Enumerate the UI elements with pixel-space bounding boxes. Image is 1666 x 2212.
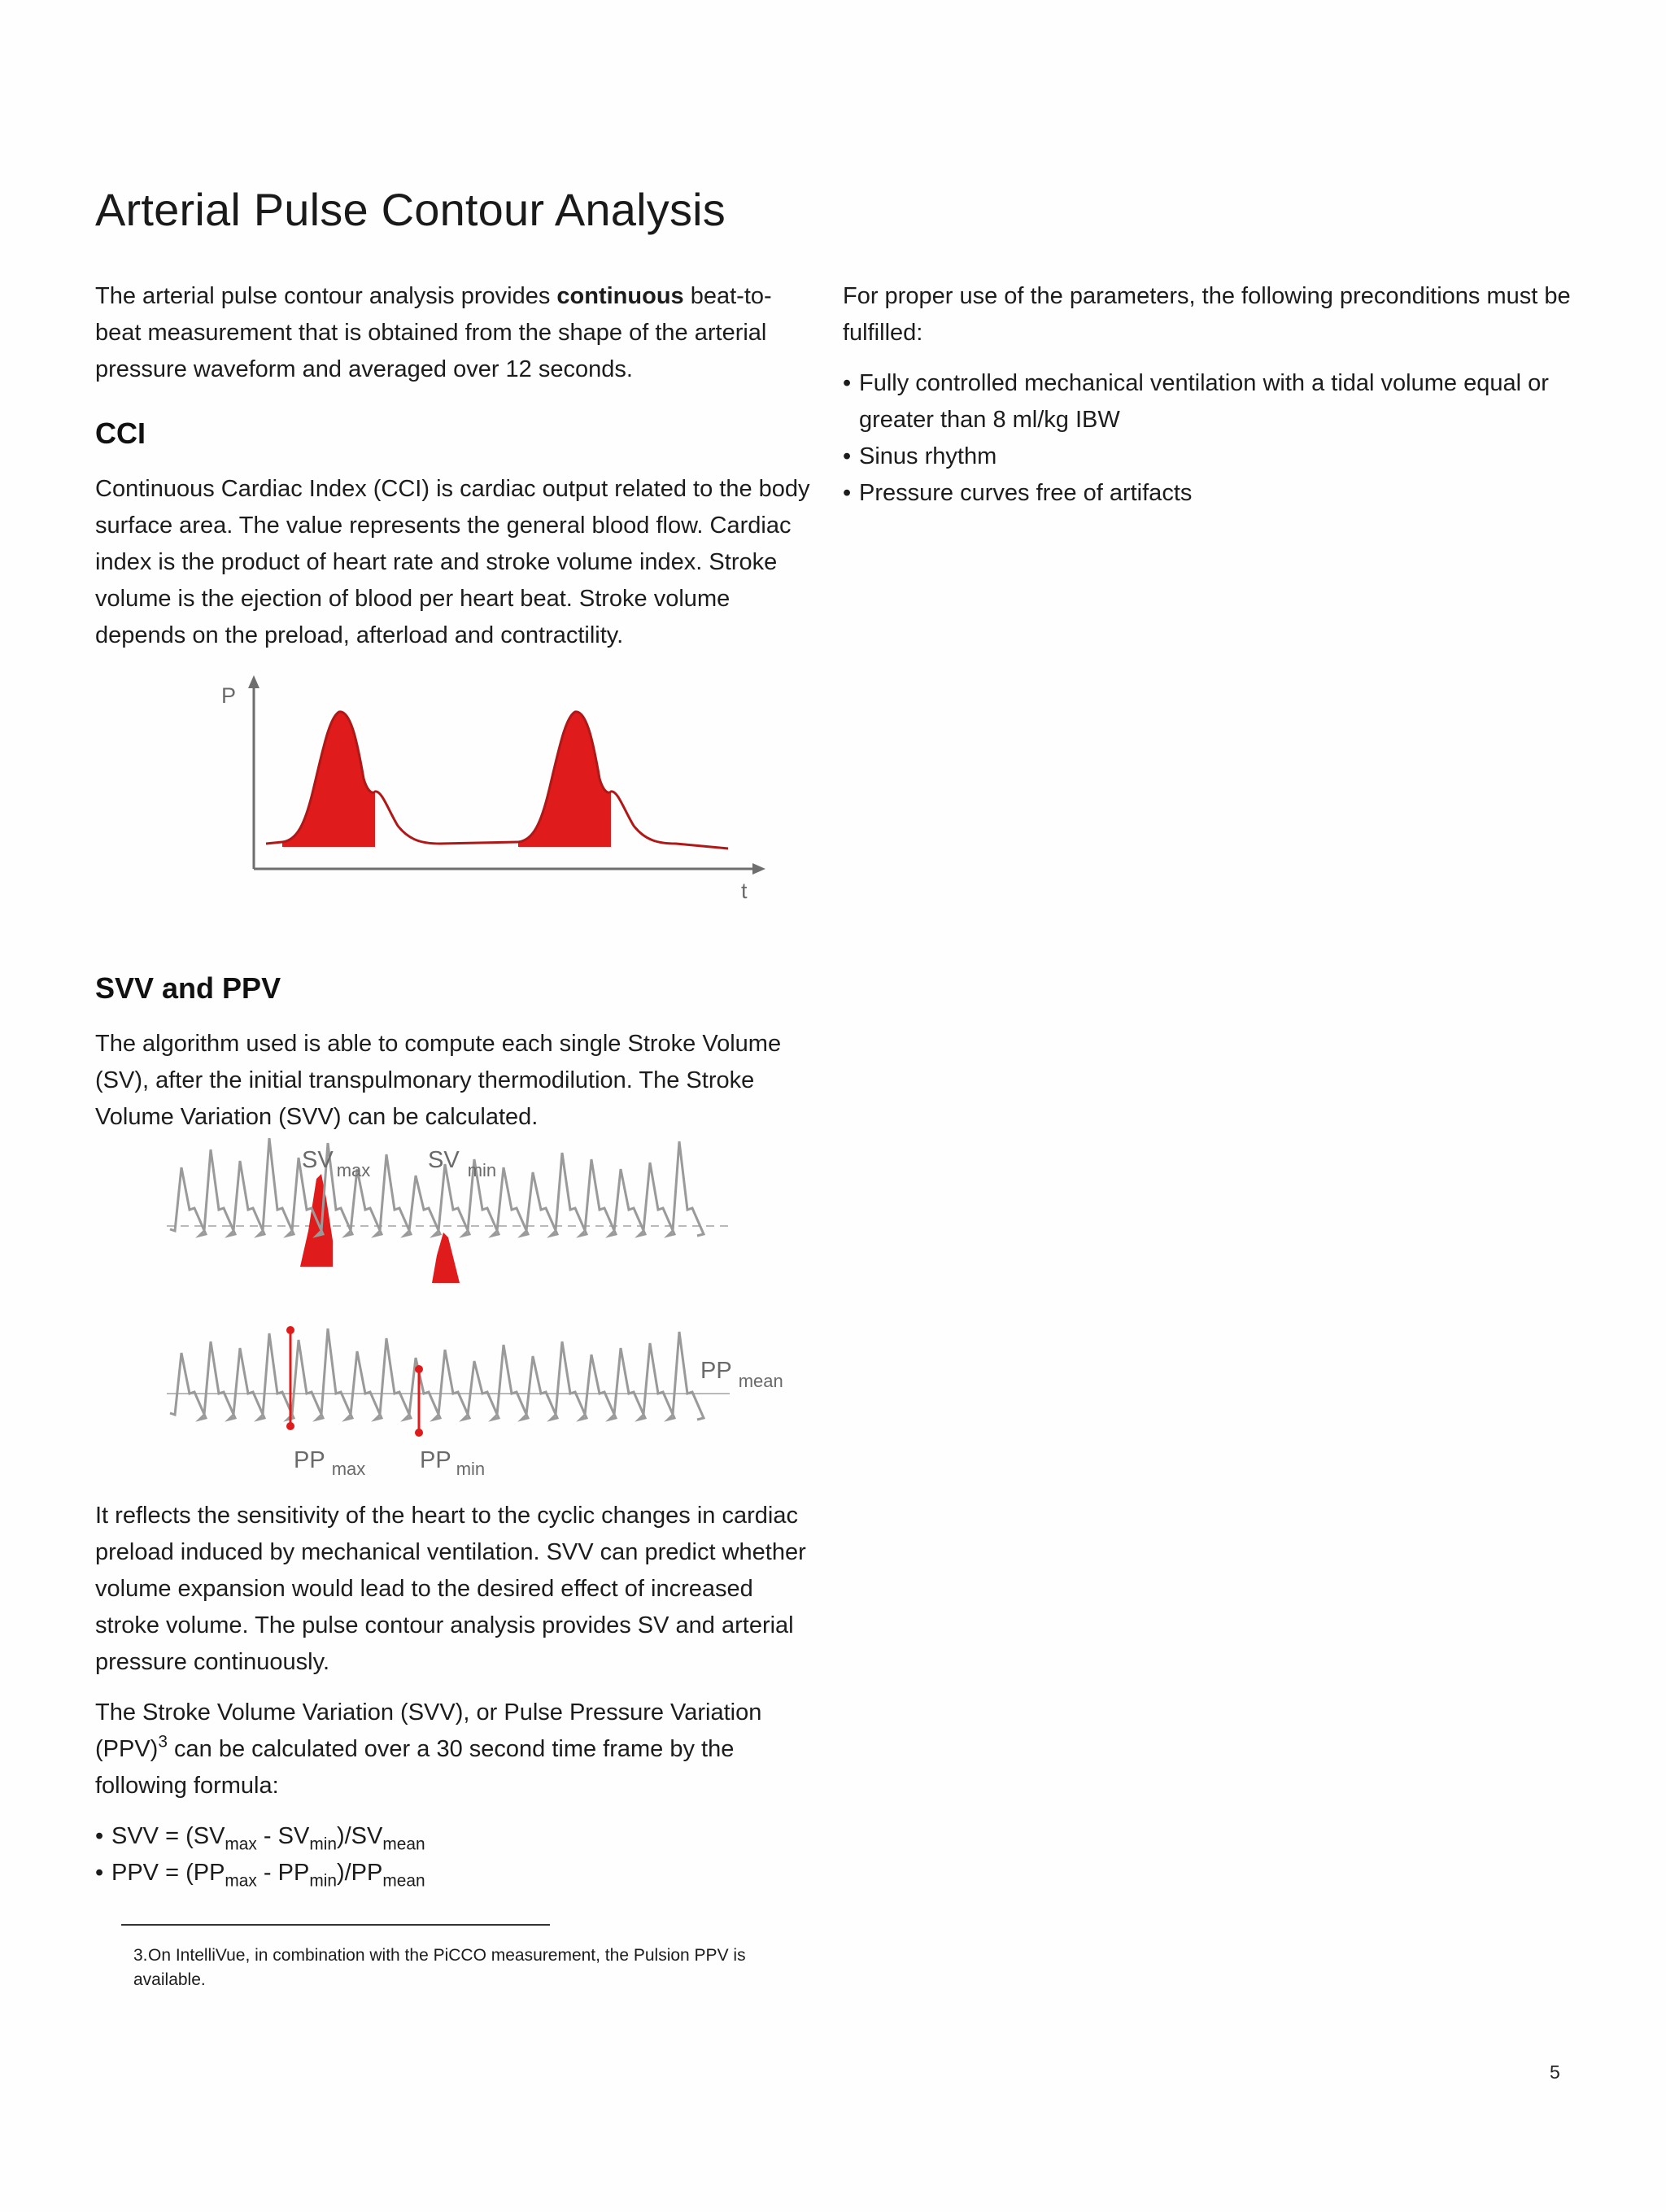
pp-waveform [170,1329,704,1420]
y-axis-label: P [221,683,237,708]
svv-heading: SVV and PPV [95,971,281,1005]
pp-min-marker-top [415,1365,423,1373]
svv-paragraph-3-end: can be calculated over a 30 second time frame by the following formula: [95,1736,735,1799]
pp-mean-label-sub: mean [738,1371,783,1391]
precondition-item: • Fully controlled mechanical ventilation with a tidal volume equal or greater than 8 ml/kg IBW [843,365,1575,438]
sv-min-label [428,1147,496,1180]
pp-min-label [420,1447,485,1479]
svv-ppv-figure [160,1147,783,1479]
precondition-item: • Pressure curves free of artifacts [843,475,1575,512]
pp-min-label-main: PP [420,1447,451,1473]
x-axis-label: t [741,879,748,903]
page-title: Arterial Pulse Contour Analysis [95,184,726,235]
footnote-divider [121,1924,550,1926]
intro-text-start: The arterial pulse contour analysis provides [95,283,557,309]
cci-heading: CCI [95,417,146,450]
preconditions-intro: For proper use of the parameters, the following preconditions must be fulfilled: [843,283,1571,346]
pp-mean-label [700,1358,783,1391]
pressure-axis-arrow [248,675,259,688]
pp-min-marker-bottom [415,1429,423,1437]
bullet: • [95,1823,104,1849]
svv-paragraph-3 [95,1695,818,1804]
svv-paragraph-2: It reflects the sensitivity of the heart to the cyclic changes in cardiac preload induced by mechanical ventilation. SVV can predict whether volume expansion would lead to the desired effect of increased stroke volume. The pulse contour analysis provides SV and arterial pressure continuously. [95,1503,806,1675]
pp-max-label-sub: max [331,1459,366,1479]
pp-max-label [294,1447,365,1479]
bullet: • [843,370,852,396]
pp-max-marker-top [286,1326,294,1334]
intro-bold-word: continuous [556,283,684,309]
page-number: 5 [1550,2061,1560,2083]
sv-min-label-sub: min [467,1160,497,1180]
footnote-ref: 3 [158,1732,168,1752]
bullet: • [843,480,852,506]
cci-paragraph: Continuous Cardiac Index (CCI) is cardiac output related to the body surface area. The value represents the general blood flow. Cardiac index is the product of heart rate and stroke volume index. Stroke volume is the ejection of blood per heart beat. Stroke volume depends on the preload, afterload and contractility. [95,476,810,648]
pulse-contour-figure [160,669,778,921]
intro-paragraph [95,278,818,388]
sv-min-label-main: SV [428,1147,460,1173]
preconditions-list [843,365,1575,512]
svv-paragraph: The algorithm used is able to compute each single Stroke Volume (SV), after the initial transpulmonary thermodilution. The Stroke Volume Variation (SVV) can be calculated. [95,1031,782,1130]
svv-formula: • SVV = $(SV_{max} - SV_{min})/SV_{mean}$ [95,1818,818,1855]
pp-mean-label-main: PP [700,1358,732,1384]
formula-list [95,1818,818,1891]
sv-min-area [432,1233,460,1283]
sv-max-label [302,1147,370,1180]
pp-max-marker-bottom [286,1422,294,1430]
pp-min-label-sub: min [456,1459,486,1479]
footnote [133,1944,800,1992]
sv-max-label-sub: max [336,1160,371,1180]
sv-max-label-main: SV [302,1147,334,1173]
bullet: • [95,1860,104,1886]
footnote-text: On IntelliVue, in combination with the PiCCO measurement, the Pulsion PPV is available. [133,1946,746,1989]
footnote-number: 3. [133,1946,148,1965]
pp-max-label-main: PP [294,1447,325,1473]
ppv-formula: • PPV = $(PP_{max} - PP_{min})/PP_{mean}$ [95,1855,818,1891]
svv-paragraph-3-start: The Stroke Volume Variation (SVV), or Pulse Pressure Variation (PPV) [95,1699,762,1762]
left-column [95,278,818,1992]
intro-text-end: beat-to-beat measurement that is obtained from the shape of the arterial pressure waveform and averaged over 12 seconds. [95,283,772,382]
bullet: • [843,443,852,469]
time-axis-arrow [752,863,765,875]
right-column [843,278,1575,512]
precondition-item: • Sinus rhythm [843,438,1575,475]
